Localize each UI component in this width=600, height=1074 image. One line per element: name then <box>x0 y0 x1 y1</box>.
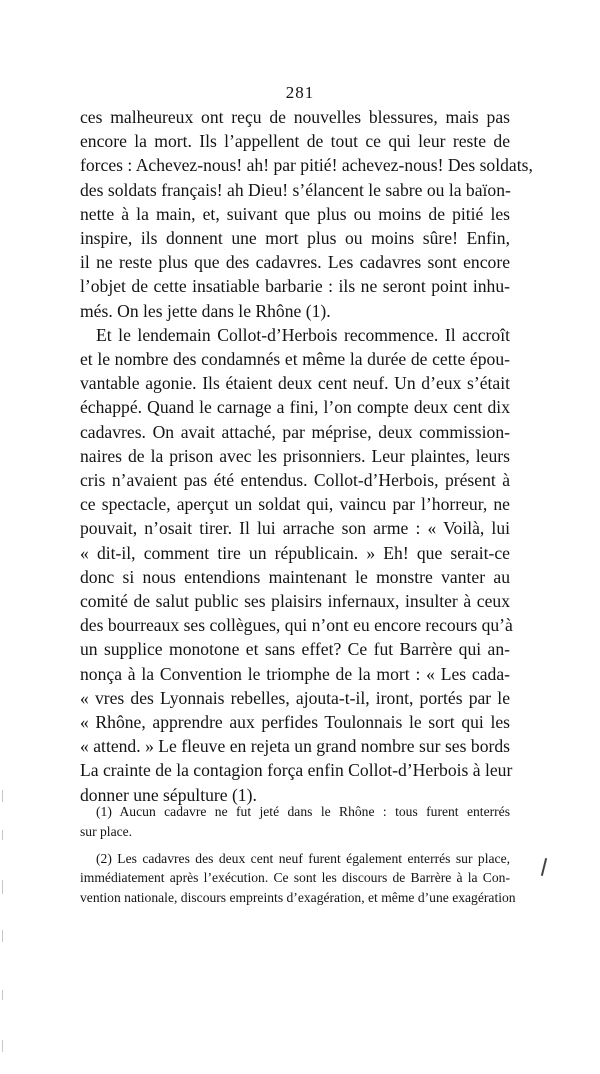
text-line: cris n’avaient pas été entendus. Collot-d’Herbois, présent à <box>80 470 510 491</box>
text-line: ce spectacle, aperçut un soldat qui, vaincu par l’horreur, ne <box>80 494 510 515</box>
stray-ink-mark <box>541 858 547 876</box>
scan-edge-mark <box>2 790 3 802</box>
text-line: inspire, ils donnent une mort plus ou moins sûre! Enfin, <box>80 228 510 249</box>
text-line: « dit-il, comment tire un républicain. » Eh! que serait-ce <box>80 542 510 563</box>
text-line: naires de la prison avec les prisonniers. Leur plaintes, leurs <box>80 445 510 466</box>
text-line: comité de salut public ses plaisirs infernaux, insulter à ceux <box>80 591 510 612</box>
scan-edge-mark <box>2 1040 3 1052</box>
text-line: « Rhône, apprendre aux perfides Toulonnais le sort qui les <box>80 712 510 733</box>
text-line: il ne reste plus que des cadavres. Les cadavres sont encore <box>80 252 510 273</box>
text-line: donner une sépulture (1). <box>80 784 257 805</box>
scan-edge-mark <box>2 830 3 840</box>
text-line: forces : Achevez-nous! ah! par pitié! achevez-nous! Des soldats, <box>80 155 533 176</box>
text-line: Et le lendemain Collot-d’Herbois recommence. Il accroît <box>96 324 510 345</box>
main-text <box>80 105 533 807</box>
text-line: més. On les jette dans le Rhône (1). <box>80 300 331 321</box>
footnote-line: (2) Les cadavres des deux cent neuf furent également enterrés sur place, <box>96 850 510 866</box>
text-line: cadavres. On avait attaché, par méprise, deux commission- <box>80 421 510 442</box>
text-line: échappé. Quand le carnage a fini, l’on compte deux cent dix <box>80 397 510 418</box>
footnote-line: vention nationale, discours empreints d’exagération, et même d’une exagération <box>80 890 516 906</box>
text-line: « attend. » Le fleuve en rejeta un grand nombre sur ses bords <box>80 736 510 757</box>
text-line: l’objet de cette insatiable barbarie : ils ne seront point inhu- <box>80 276 510 297</box>
text-line: ces malheureux ont reçu de nouvelles blessures, mais pas <box>80 107 510 127</box>
scan-edge-mark <box>2 930 3 942</box>
text-line: des bourreaux ses collègues, qui n’ont eu encore recours qu’à <box>80 615 513 636</box>
text-line: un supplice monotone et sans effet? Ce fut Barrère qui an- <box>80 639 510 660</box>
footnote-line: immédiatement après l’exécution. Ce sont les discours de Barrère à la Con- <box>80 870 510 886</box>
text-line: encore la mort. Ils l’appellent de tout ce qui leur reste de <box>80 131 510 152</box>
text-line: des soldats français! ah Dieu! s’élancent le sabre ou la baïon- <box>80 179 511 200</box>
text-line: donc si nous entendions maintenant le monstre vanter au <box>80 566 510 587</box>
footnote-line: sur place. <box>80 823 133 839</box>
footnote-1 <box>80 802 510 842</box>
text-line: nette à la main, et, suivant que plus ou moins de pitié les <box>80 203 510 224</box>
text-line: vantable agonie. Ils étaient deux cent neuf. Un d’eux s’était <box>80 373 510 394</box>
scan-edge-mark <box>2 880 3 894</box>
scan-edge-mark <box>2 990 3 1000</box>
text-line: « vres des Lyonnais rebelles, ajouta-t-il, iront, portés par le <box>80 687 510 708</box>
text-line: La crainte de la contagion força enfin Collot-d’Herbois à leur <box>80 760 513 781</box>
page-number: 281 <box>285 83 315 102</box>
text-line: nonça à la Convention le triomphe de la mort : « Les cada- <box>80 663 510 684</box>
text-line: et le nombre des condamnés et même la durée de cette épou- <box>80 349 510 370</box>
footnote-line: (1) Aucun cadavre ne fut jeté dans le Rhône : tous furent enterrés <box>96 804 510 819</box>
footnote-2 <box>80 849 516 908</box>
footnotes <box>80 802 516 915</box>
text-line: pouvait, n’osait tirer. Il lui arrache son arme : « Voilà, lui <box>80 518 510 539</box>
